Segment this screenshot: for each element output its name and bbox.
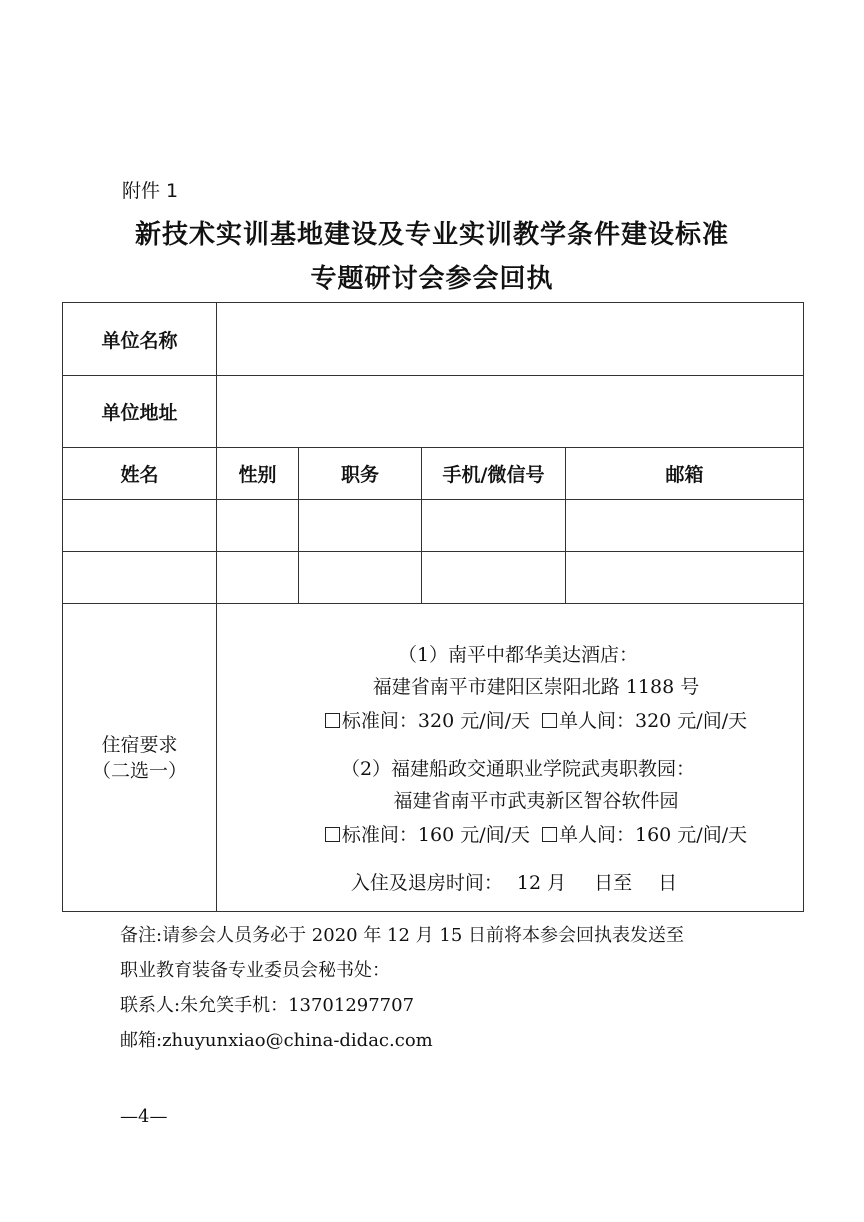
unit-address-field[interactable] xyxy=(217,376,804,448)
note-email: 邮箱:zhuyunxiao@china-didac.com xyxy=(120,1030,433,1051)
unit-name-field[interactable] xyxy=(217,303,804,376)
notes xyxy=(120,918,684,1058)
lodging-options xyxy=(217,604,804,912)
lodging-label-line1: 住宿要求 xyxy=(101,733,178,756)
option2-standard-checkbox[interactable] xyxy=(325,827,340,842)
attendee-email-cell[interactable] xyxy=(566,500,804,552)
lodging-label-line2: （二选一） xyxy=(91,759,187,782)
checkin-day-to: 日至 xyxy=(594,871,633,894)
column-header-position: 职务 xyxy=(299,448,422,500)
checkin-line xyxy=(225,868,803,898)
checkin-label: 入住及退房时间： xyxy=(350,871,503,894)
column-header-phone: 手机/微信号 xyxy=(422,448,566,500)
column-header-gender: 性别 xyxy=(217,448,299,500)
unit-address-label: 单位地址 xyxy=(63,376,217,448)
option1-standard-checkbox[interactable] xyxy=(325,713,340,728)
attendee-gender-cell[interactable] xyxy=(217,552,299,604)
attendee-name-cell[interactable] xyxy=(63,500,217,552)
option2-single-checkbox[interactable] xyxy=(542,827,557,842)
document-subtitle: 专题研讨会参会回执 xyxy=(310,264,554,294)
option1-standard-label: 标准间：320 元/间/天 xyxy=(341,709,530,732)
option2-standard-label: 标准间：160 元/间/天 xyxy=(341,823,530,846)
option2-rooms xyxy=(269,818,803,852)
attendee-email-cell[interactable] xyxy=(566,552,804,604)
document-title: 新技术实训基地建设及专业实训教学条件建设标准 xyxy=(134,220,729,250)
note-line-1: 备注:请参会人员务必于 2020 年 12 月 15 日前将本参会回执表发送至 xyxy=(120,925,685,946)
note-line-2: 职业教育装备专业委员会秘书处： xyxy=(120,960,390,981)
option2-address: 福建省南平市武夷新区智谷软件园 xyxy=(393,789,679,812)
attachment-label: 附件 1 xyxy=(122,180,179,202)
attendee-phone-cell[interactable] xyxy=(422,552,566,604)
column-header-name: 姓名 xyxy=(63,448,217,500)
checkin-month: 12 月 xyxy=(516,871,567,894)
page-number: —4— xyxy=(120,1106,168,1127)
note-contact: 联系人:朱允笑手机：13701297707 xyxy=(120,995,415,1016)
option1-single-checkbox[interactable] xyxy=(542,713,557,728)
checkin-day: 日 xyxy=(658,871,678,894)
option2-head: （2）福建船政交通职业学院武夷职教园： xyxy=(340,757,696,780)
attendee-name-cell[interactable] xyxy=(63,552,217,604)
option2-single-label: 单人间：160 元/间/天 xyxy=(559,823,748,846)
registration-form xyxy=(62,302,804,912)
attendee-position-cell[interactable] xyxy=(299,552,422,604)
option1-head: （1）南平中都华美达酒店： xyxy=(397,643,639,666)
option1-single-label: 单人间：320 元/间/天 xyxy=(559,709,748,732)
option1-rooms xyxy=(269,704,803,738)
attendee-position-cell[interactable] xyxy=(299,500,422,552)
table-row xyxy=(63,552,804,604)
unit-name-label: 单位名称 xyxy=(63,303,217,376)
option1-address: 福建省南平市建阳区崇阳北路 1188 号 xyxy=(372,675,700,698)
attendee-gender-cell[interactable] xyxy=(217,500,299,552)
lodging-label xyxy=(63,604,217,912)
table-row xyxy=(63,500,804,552)
attendee-phone-cell[interactable] xyxy=(422,500,566,552)
column-header-email: 邮箱 xyxy=(566,448,804,500)
